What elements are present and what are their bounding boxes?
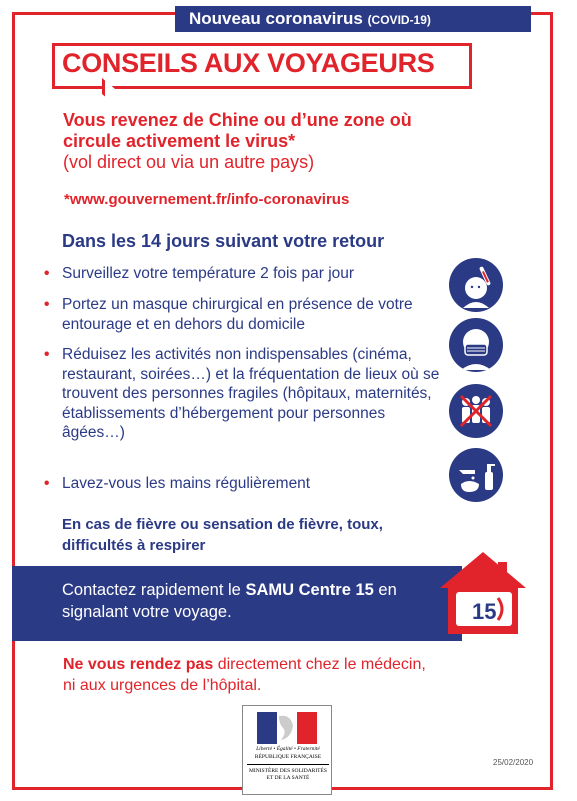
- list-item: [44, 295, 416, 334]
- intro-line1: Vous revenez de Chine ou d’une zone où: [63, 110, 412, 130]
- contact-pre: Contactez rapidement le: [62, 581, 246, 599]
- contact-band: [12, 566, 462, 641]
- contact-samu: SAMU Centre 15: [245, 581, 374, 599]
- banner-main: Nouveau coronavirus: [189, 9, 363, 28]
- mask-icon: [449, 318, 503, 372]
- intro-heading: [63, 110, 523, 152]
- bullet-dot: •: [44, 346, 50, 363]
- house-number: 15: [472, 599, 497, 624]
- contact-post: en signalant votre voyage.: [62, 581, 397, 621]
- logo-divider: [247, 764, 329, 765]
- list-item: [44, 474, 444, 494]
- info-url: *www.gouvernement.fr/info-coronavirus: [64, 191, 350, 208]
- banner-small: (COVID-19): [367, 13, 431, 27]
- thermometer-icon: [449, 258, 503, 312]
- advice-heading: Dans les 14 jours suivant votre retour: [62, 231, 385, 251]
- warning-line2: ni aux urgences de l’hôpital.: [63, 677, 262, 694]
- list-item: [44, 345, 446, 443]
- logo-motto: Liberté • Égalité • Fraternité: [256, 746, 320, 752]
- fever-symptoms: En cas de fièvre ou sensation de fièvre, toux, difficultés à respirer: [62, 516, 383, 554]
- bullet-dot: •: [44, 475, 50, 492]
- logo-ministry: MINISTÈRE DES SOLIDARITÉS ET DE LA SANTÉ: [249, 768, 327, 781]
- bullet-text: Lavez-vous les mains régulièrement: [62, 475, 311, 492]
- top-banner: [175, 6, 531, 32]
- bullet-text: Surveillez votre température 2 fois par jour: [62, 265, 355, 282]
- list-item: [44, 264, 444, 284]
- intro-line2: circule activement le virus*: [63, 131, 296, 151]
- logo-republic: RÉPUBLIQUE FRANÇAISE: [254, 754, 322, 760]
- warning-text: [63, 654, 426, 696]
- bullet-text: Portez un masque chirurgical en présence de votre entourage et en dehors du domicile: [62, 296, 413, 333]
- bullet-dot: •: [44, 265, 50, 282]
- bullet-dot: •: [44, 296, 50, 313]
- publication-date: 25/02/2020: [493, 758, 534, 767]
- no-crowd-icon: [449, 384, 503, 438]
- hand-wash-icon: [449, 448, 503, 502]
- warning-rest: directement chez le médecin,: [213, 656, 426, 673]
- marianne-flag-icon: [257, 712, 317, 744]
- samu-house-icon: [438, 548, 528, 638]
- intro-line3: (vol direct ou via un autre pays): [63, 152, 315, 172]
- bullet-text: Réduisez les activités non indispensables (cinéma, restaurant, soirées…) et la fréquentation de lieux où se trouvent des personnes fragiles (hôpitaux, maternités, établissements d’hébergement pour personnes âgées…): [62, 346, 440, 441]
- warning-bold: Ne vous rendez pas: [63, 656, 214, 673]
- ministry-logo: [242, 705, 332, 795]
- page-title: CONSEILS AUX VOYAGEURS: [62, 48, 435, 78]
